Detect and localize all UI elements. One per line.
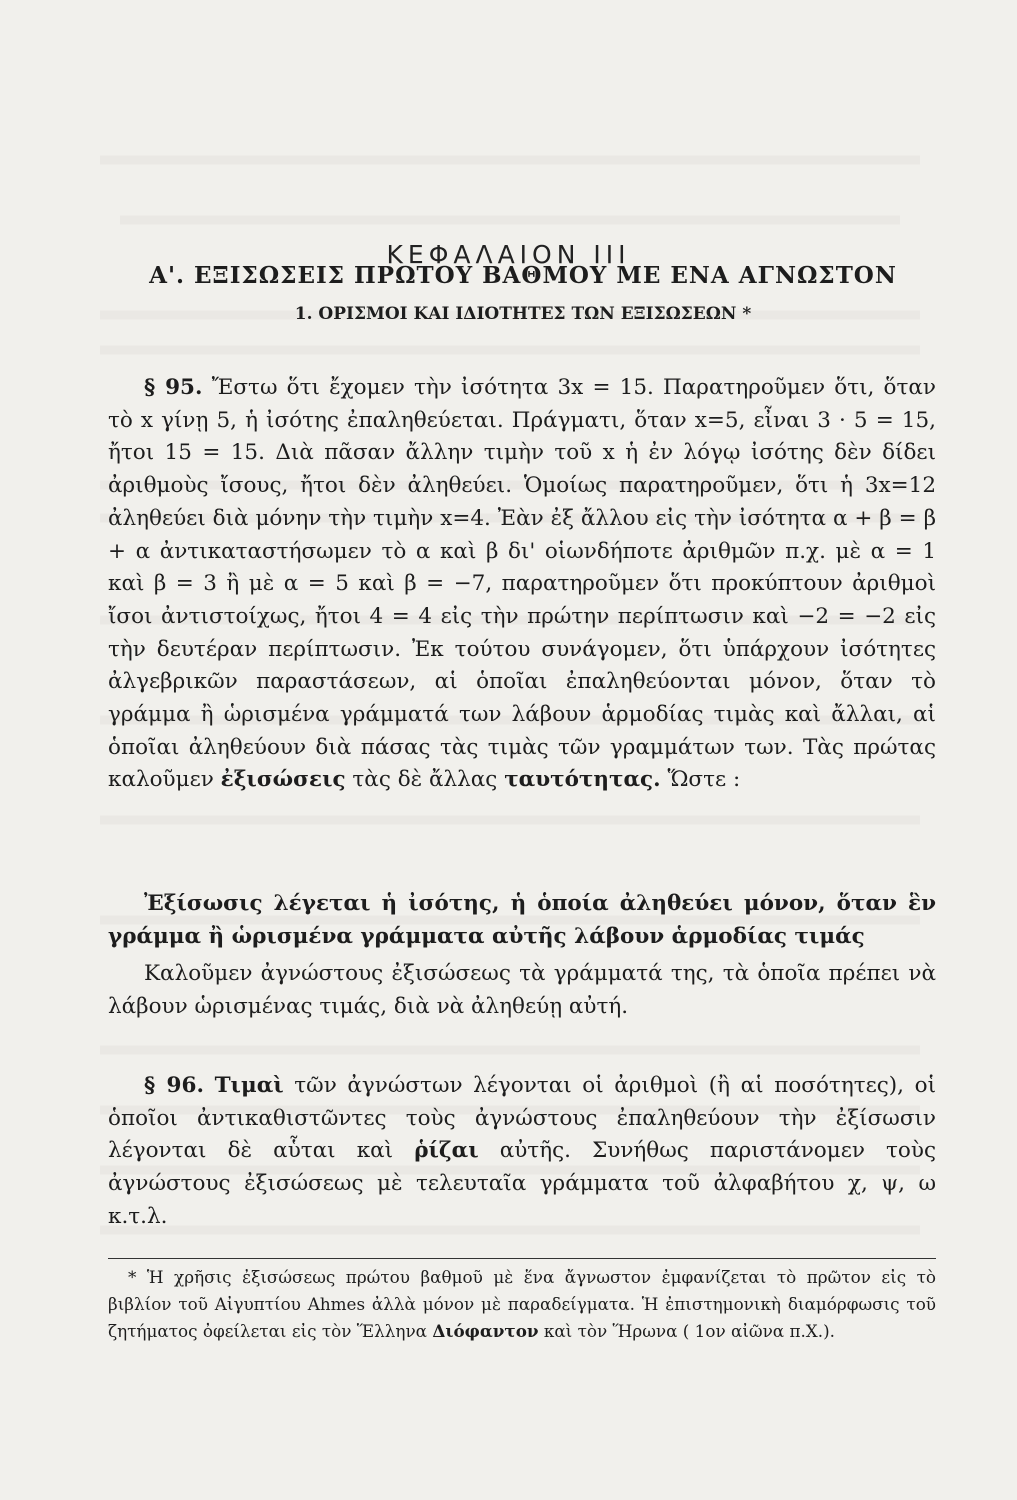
para95-text-3: Ὥστε : — [660, 767, 741, 793]
section-mark-95: § 95. — [144, 375, 203, 400]
paragraph-95 — [108, 372, 936, 797]
definition-text: Ἐξίσωσις λέγεται ἡ ἰσότης, ἡ ὁποία ἀληθεύει μόνον, ὅταν ἓν γράμμα ἢ ὡρισμένα γράμματα αὐτῆς λάβουν ἁρμοδίας τιμάς — [108, 891, 936, 949]
section-title: Α'. ΕΞΙΣΩΣΕΙΣ ΠΡΩΤΟΥ ΒΑΘΜΟΥ ΜΕ ΕΝΑ ΑΓΝΩΣΤΟΝ — [149, 262, 897, 289]
chapter-heading: ΚΕΦΑΛΑΙΟΝ ΙΙΙ — [386, 240, 631, 269]
definition-equation — [108, 888, 936, 953]
para95-text-1: Ἔστω ὅτι ἔχομεν τὴν ἰσότητα 3x = 15. Παρατηροῦμεν ὅτι, ὅταν τὸ x γίνῃ 5, ἡ ἰσότης ἐπαληθεύεται. Πράγματι, ὅταν x=5, εἶναι 3 · 5 = 15, ἤτοι 15 = 15. Διὰ πᾶσαν ἄλλην τιμὴν τοῦ x ἡ ἐν λόγῳ ἰσότης δὲν δίδει ἀριθμοὺς ἴσους, ἤτοι δὲν ἀληθεύει. Ὁμοίως παρατηροῦμεν, ὅτι ἡ 3x=12 ἀληθεύει διὰ μόνην τὴν τιμὴν x=4. Ἐὰν ἐξ ἄλλου εἰς τὴν ἰσότητα α + β = β + α ἀντικαταστήσωμεν τὸ α καὶ β δι' οἱωνδήποτε ἀριθμῶν π.χ. μὲ α = 1 καὶ β = 3 ἢ μὲ α = 5 καὶ β = −7, παρατηροῦμεν ὅτι προκύπτουν ἀριθμοὶ ἴσοι ἀντιστοίχως, ἤτοι 4 = 4 εἰς τὴν πρώτην περίπτωσιν καὶ −2 = −2 εἰς τὴν δευτέραν περίπτωσιν. Ἐκ τούτου συνάγομεν, ὅτι ὑπάρχουν ἰσότητες ἀλγεβρικῶν παραστάσεων, αἱ ὁποῖαι ἐπαληθεύονται μόνον, ὅταν τὸ γράμμα ἢ ὡρισμένα γράμματά των λάβουν ἁρμοδίας τιμὰς καὶ ἄλλαι, αἱ ὁποῖαι ἀληθεύουν διὰ πάσας τὰς τιμὰς τῶν γραμμάτων των. Τὰς πρώτας καλοῦμεν — [108, 375, 936, 793]
footnote-text-1: * Ἡ χρῆσις ἐξισώσεως πρώτου βαθμοῦ μὲ ἕνα ἄγνωστον ἐμφανίζεται τὸ πρῶτον εἰς τὸ βιβλίον τοῦ Αἰγυπτίου Ahmes ἀλλὰ μόνον μὲ παραδείγματα. Ἡ ἐπιστημονικὴ διαμόρφωσις τοῦ ζητήματος ὀφείλεται εἰς τὸν Ἕλληνα — [108, 1267, 936, 1341]
footnote-name-diophantus: Διόφαντον — [432, 1321, 539, 1341]
para96-text-2: αὐτῆς. Συνήθως παριστάνομεν τοὺς ἀγνώστους ἐξισώσεως μὲ τελευταῖα γράμματα τοῦ ἀλφαβήτου χ, ψ, ω κ.τ.λ. — [108, 1138, 936, 1229]
para96-text-1: τῶν ἀγνώστων λέγονται οἱ ἀριθμοὶ (ἢ αἱ ποσότητες), οἱ ὁποῖοι ἀντικαθιστῶντες τοὺς ἀγνώστους ἐπαληθεύουν τὴν ἐξίσωσιν λέγονται δὲ αὗται καὶ — [108, 1073, 936, 1164]
section-mark-96: § 96. — [144, 1073, 204, 1098]
para95-text-2: τὰς δὲ ἄλλας — [345, 767, 505, 793]
unknowns-text: Καλοῦμεν ἀγνώστους ἐξισώσεως τὰ γράμματά της, τὰ ὁποῖα πρέπει νὰ λάβουν ὡρισμένας τιμάς, διὰ νὰ ἀληθεύῃ αὐτή. — [108, 961, 936, 1019]
term-roots: ῥίζαι — [414, 1138, 479, 1164]
term-values: Τιμαὶ — [214, 1073, 284, 1098]
paragraph-96 — [108, 1070, 936, 1234]
term-equations: ἐξισώσεις — [220, 767, 346, 793]
subsection-title: 1. ΟΡΙΣΜΟΙ ΚΑΙ ΙΔΙΟΤΗΤΕΣ ΤΩΝ ΕΞΙΣΩΣΕΩΝ * — [294, 304, 752, 324]
paragraph-unknowns — [108, 958, 936, 1023]
footnote — [108, 1264, 936, 1345]
footnote-separator — [108, 1258, 936, 1259]
term-identities: ταυτότητας. — [504, 767, 661, 793]
footnote-text-2: καὶ τὸν Ἥρωνα ( 1ον αἰῶνα π.Χ.). — [538, 1321, 835, 1341]
